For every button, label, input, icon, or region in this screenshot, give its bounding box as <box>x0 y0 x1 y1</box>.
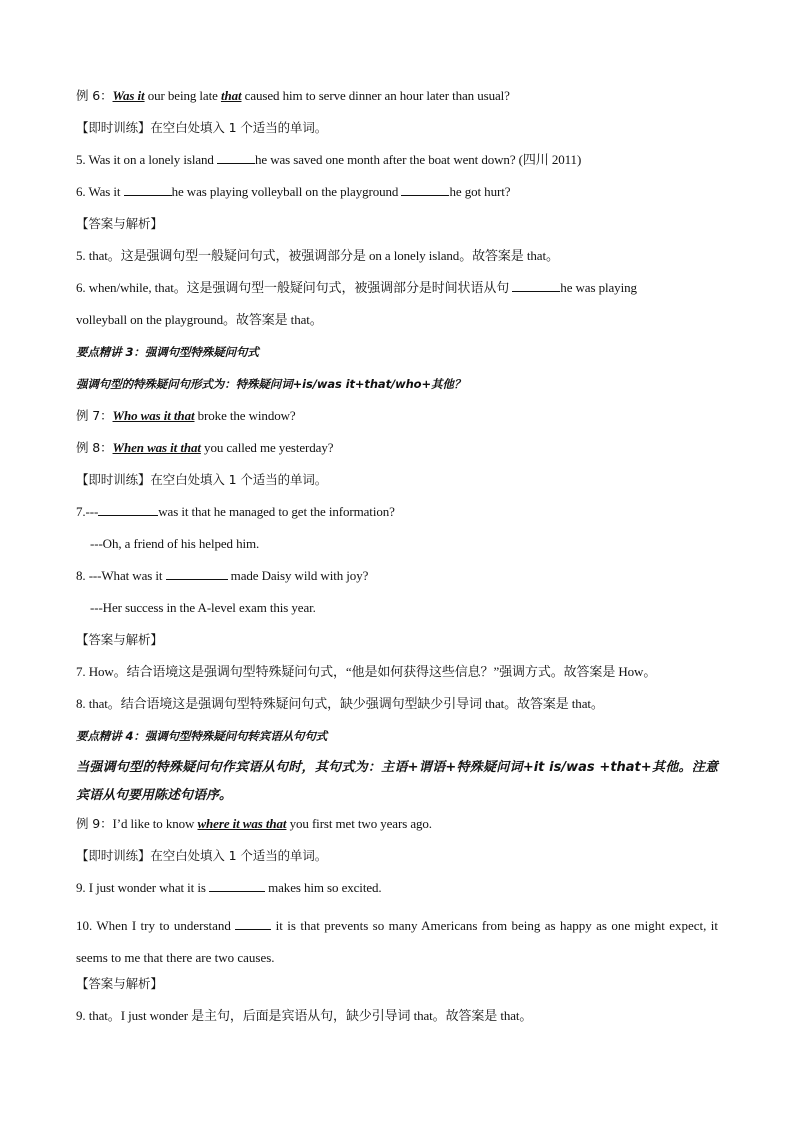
example-6: 例 6：Was it our being late that caused him to serve dinner an hour later than usual? <box>76 88 510 103</box>
question-5: 5. Was it on a lonely island he was saved one month after the boat went down? (四川 2011) <box>76 152 582 167</box>
answer-7: 7. How。结合语境这是强调句型特殊疑问句式，“他是如何获得这些信息？”强调方式。故答案是 How。 <box>76 664 657 679</box>
question-8: 8. ---What was it made Daisy wild with joy? <box>76 568 369 583</box>
question-7: 7.--- was it that he managed to get the information? <box>76 504 395 519</box>
answer-6: 6. when/while, that。这是强调句型一般疑问句式，被强调部分是时间状语从句 he was playing <box>76 280 637 295</box>
example-9: 例 9：I’d like to know where it was that you first met two years ago. <box>76 816 432 831</box>
answer-title: 【答案与解析】 <box>76 632 163 647</box>
point-4-description: 当强调句型的特殊疑问句作宾语从句时，其句式为：主语+谓语+特殊疑问词+it is/was +that+其他。注意宾语从句要用陈述句语序。 <box>76 760 718 803</box>
answer-6-continued: volleyball on the playground。故答案是 that。 <box>76 312 323 327</box>
question-6: 6. Was it he was playing volleyball on the playground he got hurt? <box>76 184 511 199</box>
answer-blank[interactable] <box>166 566 228 580</box>
answer-title: 【答案与解析】 <box>76 216 163 231</box>
question-7-reply: ---Oh, a friend of his helped him. <box>90 536 260 551</box>
answer-8: 8. that。结合语境这是强调句型特殊疑问句式，缺少强调句型缺少引导词 that。故答案是 that。 <box>76 696 604 711</box>
question-9: 9. I just wonder what it is makes him so excited. <box>76 880 382 895</box>
answer-blank[interactable] <box>209 878 265 892</box>
document-page <box>76 86 718 1038</box>
point-3-description: 强调句型的特殊疑问句形式为：特殊疑问词+is/was it+that/who+其他？ <box>76 377 466 391</box>
answer-5: 5. that。这是强调句型一般疑问句式，被强调部分是 on a lonely island。故答案是 that。 <box>76 248 559 263</box>
answer-blank[interactable] <box>124 182 172 196</box>
point-3-title: 要点精讲 3：强调句型特殊疑问句式 <box>76 345 259 359</box>
practice-title: 【即时训练】在空白处填入 1 个适当的单词。 <box>76 848 328 863</box>
example-8: 例 8：When was it that you called me yesterday? <box>76 440 334 455</box>
practice-title: 【即时训练】在空白处填入 1 个适当的单词。 <box>76 472 328 487</box>
question-10: 10. When I try to understand it is that prevents so many Americans from being as happy as one might expect, it seems to me that there are two causes. <box>76 918 718 965</box>
answer-title: 【答案与解析】 <box>76 976 163 991</box>
answer-blank[interactable] <box>235 916 271 930</box>
practice-title: 【即时训练】在空白处填入 1 个适当的单词。 <box>76 120 328 135</box>
point-4-title: 要点精讲 4：强调句型特殊疑问句转宾语从句句式 <box>76 729 328 743</box>
answer-blank <box>512 278 560 292</box>
example-7: 例 7：Who was it that broke the window? <box>76 408 296 423</box>
answer-blank[interactable] <box>98 502 158 516</box>
answer-blank[interactable] <box>401 182 449 196</box>
answer-blank[interactable] <box>217 150 255 164</box>
answer-9: 9. that。I just wonder 是主句，后面是宾语从句，缺少引导词 that。故答案是 that。 <box>76 1008 533 1023</box>
question-8-reply: ---Her success in the A-level exam this year. <box>90 600 316 615</box>
